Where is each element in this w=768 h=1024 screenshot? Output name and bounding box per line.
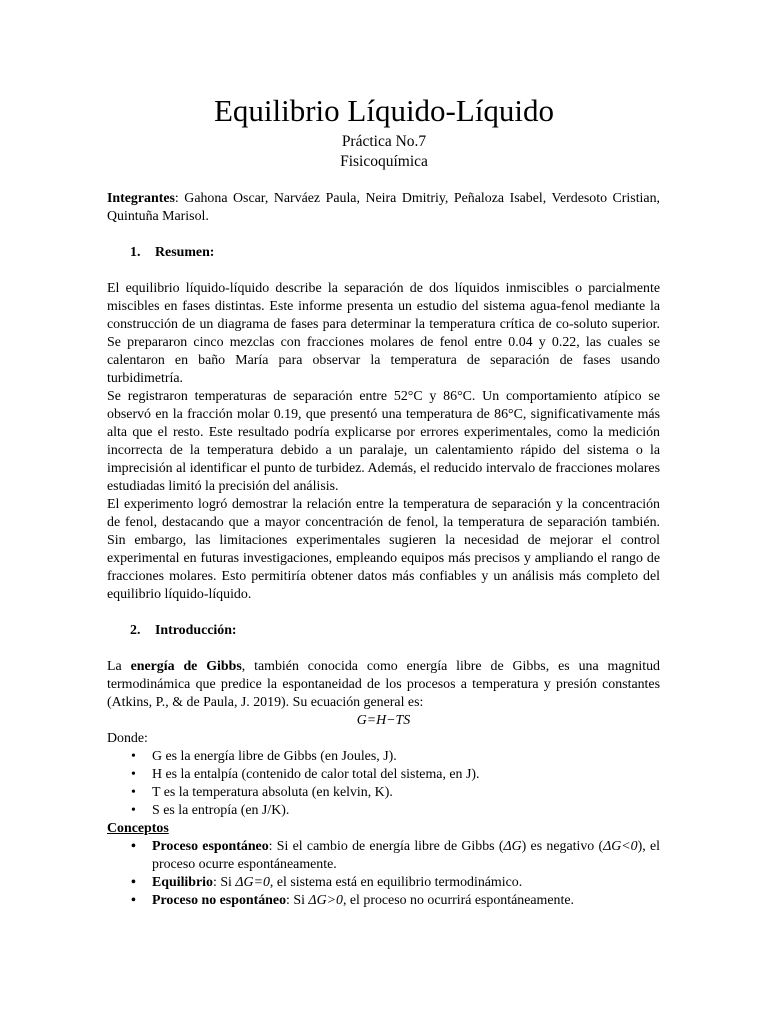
concept-text: , el proceso no ocurrirá espontáneamente. bbox=[342, 893, 574, 908]
section-title: Introducción: bbox=[155, 623, 237, 638]
course-name: Fisicoquímica bbox=[340, 153, 428, 170]
concepts-heading: Conceptos bbox=[107, 821, 169, 836]
section-number: 1. bbox=[130, 245, 141, 260]
concept-text: , el sistema está en equilibrio termodinámico. bbox=[269, 875, 523, 890]
math-expression: ΔG=0 bbox=[235, 875, 270, 890]
document-title: Equilibrio Líquido-Líquido bbox=[213, 93, 555, 128]
concept-term: Proceso no espontáneo bbox=[152, 893, 287, 908]
math-expression: ΔG<0 bbox=[603, 839, 638, 854]
intro-prefix: La bbox=[107, 659, 131, 674]
concepts-list bbox=[107, 838, 660, 910]
concept-text: : Si bbox=[213, 875, 236, 890]
list-item bbox=[107, 892, 660, 910]
resumen-paragraph-1: El equilibrio líquido-líquido describe la separación de dos líquidos inmiscibles o parcialmente miscibles en fases distintas. Este informe presenta un estudio del sistema agua-fenol mediante la construcción de un diagrama de fases para determinar la temperatura crítica de co-soluto superior. Se prepararon cinco mezclas con fracciones molares de fenol entre 0.04 y 0.22, las cuales se calentaron en baño María para observar la temperatura de separación de fases usando turbidimetría. bbox=[107, 281, 660, 386]
integrantes-paragraph bbox=[107, 190, 660, 226]
resumen-paragraph-3: El experimento logró demostrar la relación entre la temperatura de separación y la concentración de fenol, destacando que a mayor concentración de fenol, la temperatura de separación también. Sin embargo, las limitaciones experimentales sugieren la necesidad de mejorar el control experimental en futuras investigaciones, empleando equipos más precisos y ampliando el rango de fracciones molares. Esto permitiría obtener datos más confiables y un análisis más completo del equilibrio líquido-líquido. bbox=[107, 497, 660, 602]
gibbs-term: energía de Gibbs bbox=[130, 659, 242, 674]
donde-label: Donde: bbox=[107, 731, 148, 746]
resumen-paragraph-2: Se registraron temperaturas de separación entre 52°C y 86°C. Un comportamiento atípico se observó en la fracción molar 0.19, que presentó una temperatura de 86°C, significativamente más alta que el resto. Este resultado podría explicarse por errores experimentales, como la medición incorrecta de la temperatura debido a un paralaje, un calentamiento rápido del sistema o la imprecisión al identificar el punto de turbidez. Además, el reducido intervalo de fracciones molares estudiadas limitó la precisión del análisis. bbox=[107, 389, 660, 494]
concept-term: Proceso espontáneo bbox=[152, 839, 269, 854]
math-expression: ΔG bbox=[503, 839, 522, 854]
concept-text: : Si bbox=[286, 893, 309, 908]
integrantes-label: Integrantes bbox=[107, 191, 175, 206]
list-item bbox=[107, 838, 660, 874]
intro-paragraph bbox=[107, 658, 660, 712]
gibbs-equation: G=H−TS bbox=[356, 713, 411, 728]
document-body bbox=[107, 190, 660, 910]
integrantes-names: : Gahona Oscar, Narváez Paula, Neira Dmitriy, Peñaloza Isabel, Verdesoto Cristian, Quintuña Marisol. bbox=[107, 191, 660, 224]
list-item: • T es la temperatura absoluta (en kelvin, K). bbox=[107, 784, 660, 802]
list-item: • S es la entropía (en J/K). bbox=[107, 802, 660, 820]
math-expression: ΔG>0 bbox=[308, 893, 343, 908]
definitions-list bbox=[107, 748, 660, 820]
list-item bbox=[107, 874, 660, 892]
section-title: Resumen: bbox=[155, 245, 215, 260]
section-number: 2. bbox=[130, 623, 141, 638]
practice-number: Práctica No.7 bbox=[341, 133, 427, 150]
section-heading-resumen bbox=[107, 244, 660, 262]
concept-text: ) es negativo ( bbox=[521, 839, 604, 854]
concept-term: Equilibrio bbox=[152, 875, 213, 890]
section-heading-introduccion bbox=[107, 622, 660, 640]
concept-text: : Si el cambio de energía libre de Gibbs ( bbox=[268, 839, 504, 854]
concept-text: ), el proceso ocurre espontáneamente. bbox=[152, 839, 661, 872]
list-item: • H es la entalpía (contenido de calor total del sistema, en J). bbox=[107, 766, 660, 784]
list-item: • G es la energía libre de Gibbs (en Joules, J). bbox=[107, 748, 660, 766]
intro-text: , también conocida como energía libre de Gibbs, es una magnitud termodinámica que predice la espontaneidad de los procesos a temperatura y presión constantes (Atkins, P., & de Paula, J. 2019). Su ecuación general es: bbox=[107, 659, 660, 710]
